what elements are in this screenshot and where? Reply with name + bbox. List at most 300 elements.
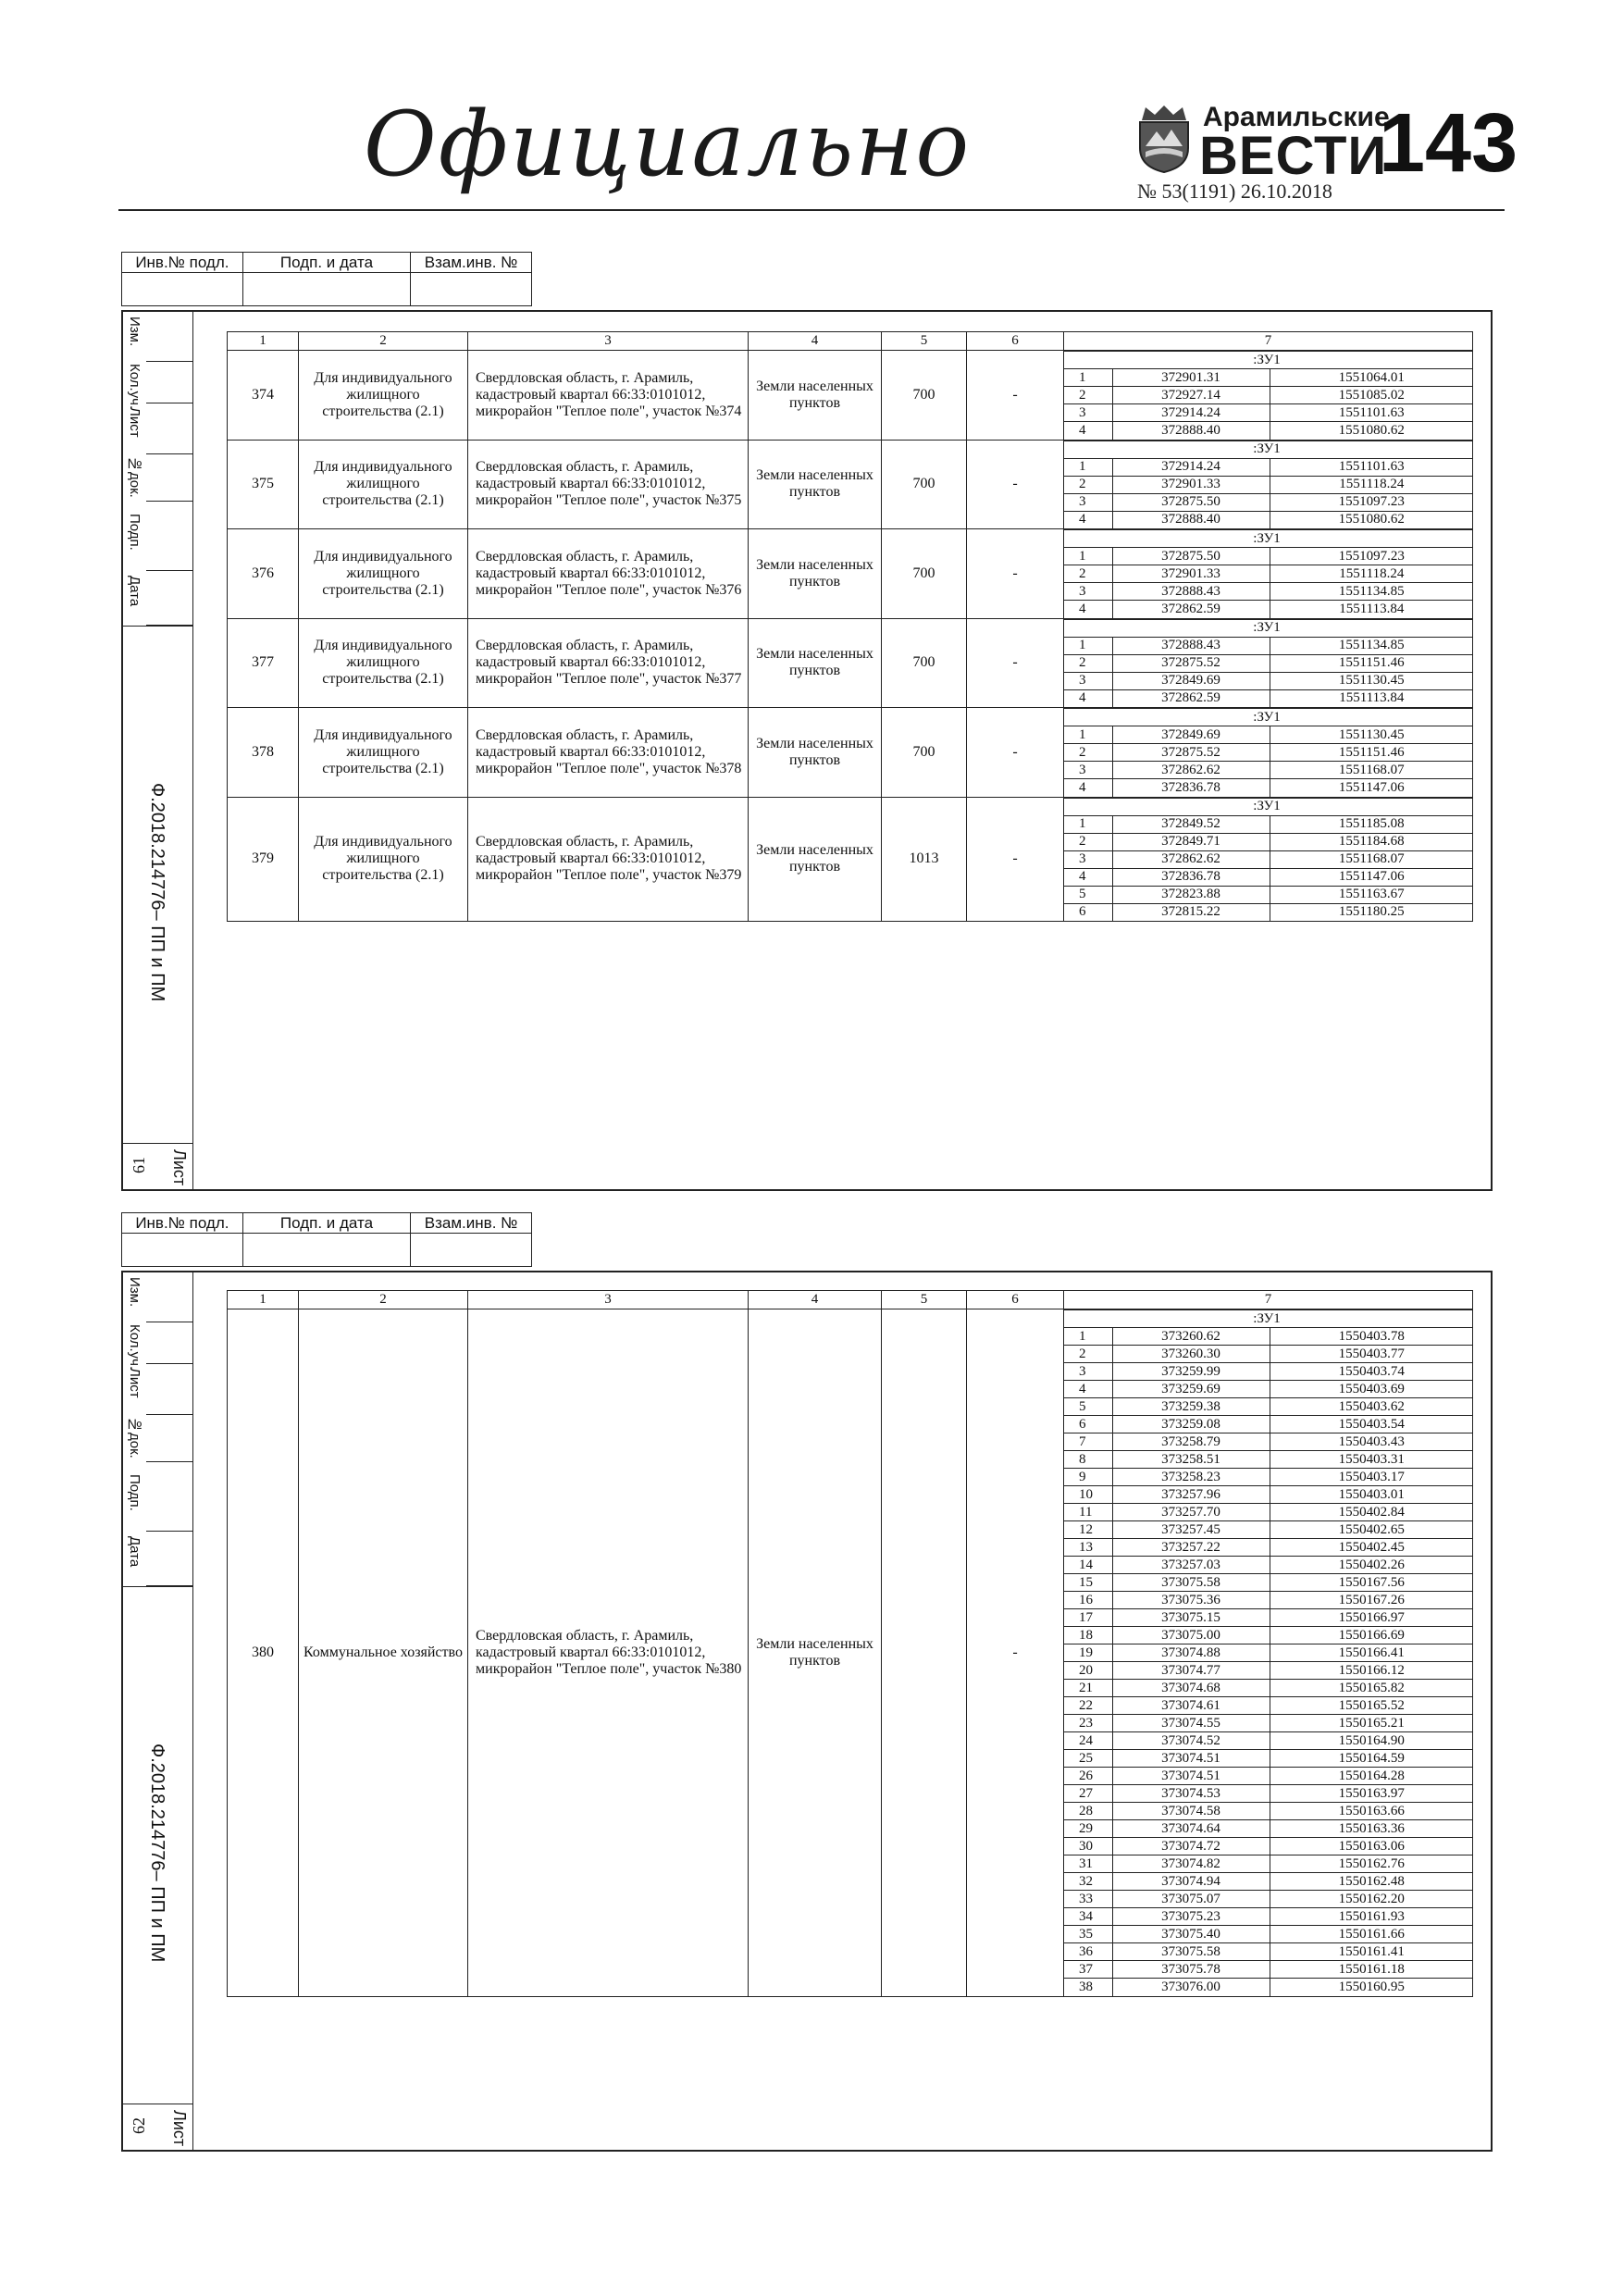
point-number: 3 [1064,493,1112,511]
coordinate-row [1064,762,1473,779]
column-6-value: - [967,529,1064,619]
coordinate-row [1064,1785,1473,1803]
coordinate-row [1064,1609,1473,1627]
coordinate-x: 373259.38 [1112,1398,1270,1416]
coordinate-row [1064,1416,1473,1433]
parcel-id-row [1064,619,1473,637]
land-category: Земли населенных пунктов [749,1309,882,1997]
coordinate-row [1064,1732,1473,1750]
coordinates-table [1064,708,1473,797]
coordinate-y: 1550164.28 [1270,1768,1473,1785]
side-label-n-dok: №док. [127,1417,142,1458]
point-number: 37 [1064,1961,1112,1979]
land-plots-table [227,331,1473,922]
plot-address: Свердловская область, г. Арамиль, кадастровый квартал 66:33:0101012, микрорайон "Теплое поле", участок №380 [468,1309,749,1997]
column-header: 3 [468,1291,749,1309]
coordinate-y: 1550162.76 [1270,1855,1473,1873]
coordinate-x: 372901.33 [1112,476,1270,493]
point-number: 26 [1064,1768,1112,1785]
coordinate-row [1064,1328,1473,1346]
plot-number: 375 [228,440,299,529]
issue-info: № 53(1191) 26.10.2018 [1137,180,1332,203]
coordinate-x: 372849.52 [1112,815,1270,833]
coordinate-x: 373074.51 [1112,1750,1270,1768]
coordinate-x: 373259.08 [1112,1416,1270,1433]
coordinate-x: 373074.58 [1112,1803,1270,1820]
coordinate-x: 373257.03 [1112,1557,1270,1574]
point-number: 2 [1064,1346,1112,1363]
plot-area [882,1309,967,1997]
coordinate-y: 1551113.84 [1270,689,1473,707]
coordinate-x: 372927.14 [1112,387,1270,404]
coordinate-row [1064,1855,1473,1873]
stamp-podp-data: Подп. и дата [242,1213,410,1234]
column-header: 6 [967,1291,1064,1309]
coordinate-x: 372901.31 [1112,369,1270,387]
coordinate-row [1064,1961,1473,1979]
column-header: 5 [882,1291,967,1309]
point-number: 13 [1064,1539,1112,1557]
land-category: Земли населенных пунктов [749,440,882,529]
coordinate-x: 372875.52 [1112,654,1270,672]
coordinate-x: 372862.62 [1112,850,1270,868]
column-6-value: - [967,797,1064,922]
coordinates-table [1064,1309,1473,1996]
coordinate-row [1064,1926,1473,1943]
coordinate-x: 372823.88 [1112,886,1270,903]
side-label-podp: Подп. [127,514,142,551]
coordinate-x: 373259.99 [1112,1363,1270,1381]
coordinate-y: 1550403.78 [1270,1328,1473,1346]
plot-area: 700 [882,351,967,441]
point-number: 33 [1064,1891,1112,1908]
coordinate-x: 372875.52 [1112,744,1270,762]
coordinate-row [1064,404,1473,422]
point-number: 34 [1064,1908,1112,1926]
point-number: 20 [1064,1662,1112,1680]
coordinate-x: 373075.15 [1112,1609,1270,1627]
coordinate-row [1064,815,1473,833]
point-number: 3 [1064,762,1112,779]
coordinate-x: 373257.45 [1112,1521,1270,1539]
coordinate-row [1064,1521,1473,1539]
land-category: Земли населенных пунктов [749,797,882,922]
plot-number: 374 [228,351,299,441]
coordinate-x: 373074.88 [1112,1644,1270,1662]
point-number: 1 [1064,548,1112,565]
parcel-id: :ЗУ1 [1064,709,1473,726]
coordinate-row [1064,744,1473,762]
column-header: 1 [228,1291,299,1309]
coordinate-row [1064,1662,1473,1680]
coordinate-x: 373260.62 [1112,1328,1270,1346]
plot-area: 1013 [882,797,967,922]
approval-stamp [121,1212,532,1267]
coordinate-y: 1550166.97 [1270,1609,1473,1627]
point-number: 4 [1064,689,1112,707]
point-number: 2 [1064,565,1112,583]
coordinate-y: 1551101.63 [1270,458,1473,476]
coordinate-x: 372836.78 [1112,868,1270,886]
coordinate-row [1064,1557,1473,1574]
coordinate-row [1064,689,1473,707]
table-row [228,708,1473,798]
coordinate-x: 373075.40 [1112,1926,1270,1943]
coordinate-y: 1550163.97 [1270,1785,1473,1803]
coordinate-row [1064,1451,1473,1469]
coordinate-row [1064,637,1473,654]
coordinate-x: 373074.61 [1112,1697,1270,1715]
coordinate-y: 1551118.24 [1270,476,1473,493]
permitted-use: Для индивидуального жилищного строительства (2.1) [299,529,468,619]
coordinate-row [1064,1504,1473,1521]
coordinates-cell [1064,440,1473,529]
table-row [228,797,1473,922]
coordinate-row [1064,1697,1473,1715]
coordinate-x: 373074.72 [1112,1838,1270,1855]
parcel-id: :ЗУ1 [1064,1310,1473,1328]
coordinate-row [1064,672,1473,689]
approval-stamp [121,252,532,306]
point-number: 3 [1064,583,1112,601]
stamp-vzam-inv: Взам.инв. № [411,1213,532,1234]
point-number: 2 [1064,387,1112,404]
point-number: 21 [1064,1680,1112,1697]
point-number: 4 [1064,601,1112,618]
coordinate-x: 372849.69 [1112,726,1270,744]
side-label-list: Лист [127,1368,142,1398]
point-number: 25 [1064,1750,1112,1768]
coordinate-y: 1550161.93 [1270,1908,1473,1926]
point-number: 1 [1064,815,1112,833]
coordinate-x: 373075.23 [1112,1908,1270,1926]
side-label-izm: Изм. [127,316,142,347]
table-row [228,351,1473,441]
coordinate-x: 372862.59 [1112,601,1270,618]
plot-address: Свердловская область, г. Арамиль, кадастровый квартал 66:33:0101012, микрорайон "Теплое поле", участок №378 [468,708,749,798]
point-number: 36 [1064,1943,1112,1961]
point-number: 2 [1064,833,1112,850]
coordinate-x: 373075.07 [1112,1891,1270,1908]
coordinate-y: 1551134.85 [1270,637,1473,654]
coordinates-cell [1064,1309,1473,1997]
point-number: 18 [1064,1627,1112,1644]
parcel-id: :ЗУ1 [1064,441,1473,458]
plot-number: 377 [228,618,299,708]
coordinate-row [1064,1803,1473,1820]
coordinate-row [1064,1750,1473,1768]
coordinate-y: 1551180.25 [1270,903,1473,921]
parcel-id: :ЗУ1 [1064,798,1473,815]
coordinate-row [1064,1627,1473,1644]
coordinate-row [1064,1346,1473,1363]
coordinate-row [1064,1592,1473,1609]
stamp-vzam-inv: Взам.инв. № [411,253,532,273]
coordinate-row [1064,726,1473,744]
coordinate-x: 373074.68 [1112,1680,1270,1697]
coordinate-y: 1550403.74 [1270,1363,1473,1381]
city-crest-icon [1136,104,1192,174]
column-header: 4 [749,1291,882,1309]
coordinate-x: 373075.36 [1112,1592,1270,1609]
coordinate-y: 1551168.07 [1270,762,1473,779]
coordinate-row [1064,1486,1473,1504]
coordinate-x: 373074.94 [1112,1873,1270,1891]
coordinate-y: 1550403.31 [1270,1451,1473,1469]
permitted-use: Для индивидуального жилищного строительства (2.1) [299,797,468,922]
coordinate-y: 1551064.01 [1270,369,1473,387]
coordinates-cell [1064,708,1473,798]
plot-number: 376 [228,529,299,619]
coordinate-x: 373260.30 [1112,1346,1270,1363]
coordinate-x: 373258.79 [1112,1433,1270,1451]
coordinate-row [1064,779,1473,797]
coordinate-row [1064,1908,1473,1926]
coordinate-row [1064,1469,1473,1486]
coordinate-x: 372849.69 [1112,672,1270,689]
coordinate-row [1064,1873,1473,1891]
side-label-podp: Подп. [127,1474,142,1511]
coordinate-y: 1550164.90 [1270,1732,1473,1750]
point-number: 12 [1064,1521,1112,1539]
coordinate-y: 1551184.68 [1270,833,1473,850]
coordinate-y: 1551097.23 [1270,548,1473,565]
point-number: 19 [1064,1644,1112,1662]
parcel-id: :ЗУ1 [1064,619,1473,637]
coordinate-row [1064,1644,1473,1662]
coordinate-row [1064,1539,1473,1557]
point-number: 32 [1064,1873,1112,1891]
coordinate-y: 1551134.85 [1270,583,1473,601]
column-header: 4 [749,332,882,351]
coordinate-row [1064,1891,1473,1908]
coordinate-x: 373074.77 [1112,1662,1270,1680]
column-6-value: - [967,351,1064,441]
coordinate-y: 1551163.67 [1270,886,1473,903]
point-number: 6 [1064,1416,1112,1433]
side-label-n-dok: №док. [127,456,142,498]
coordinates-table [1064,351,1473,440]
coordinate-y: 1550403.69 [1270,1381,1473,1398]
coordinate-row [1064,387,1473,404]
plot-address: Свердловская область, г. Арамиль, кадастровый квартал 66:33:0101012, микрорайон "Теплое поле", участок №379 [468,797,749,922]
coordinate-y: 1550403.43 [1270,1433,1473,1451]
coordinate-y: 1550403.62 [1270,1398,1473,1416]
coordinate-x: 372914.24 [1112,458,1270,476]
coordinate-y: 1550162.48 [1270,1873,1473,1891]
coordinate-y: 1550403.77 [1270,1346,1473,1363]
column-header: 7 [1064,1291,1473,1309]
table-row [228,618,1473,708]
coordinate-x: 373074.53 [1112,1785,1270,1803]
coordinate-y: 1550167.26 [1270,1592,1473,1609]
column-header: 2 [299,1291,468,1309]
coordinates-cell [1064,351,1473,441]
point-number: 9 [1064,1469,1112,1486]
coordinate-y: 1551151.46 [1270,654,1473,672]
point-number: 4 [1064,868,1112,886]
parcel-id: :ЗУ1 [1064,352,1473,369]
coordinate-y: 1551080.62 [1270,511,1473,528]
coordinate-y: 1550165.82 [1270,1680,1473,1697]
table-row [228,440,1473,529]
column-header: 2 [299,332,468,351]
coordinate-row [1064,1715,1473,1732]
side-label-kol-uch: Кол.уч. [127,364,142,410]
coordinate-row [1064,868,1473,886]
coordinate-row [1064,1768,1473,1785]
point-number: 35 [1064,1926,1112,1943]
parcel-id-row [1064,798,1473,815]
coordinate-y: 1550160.95 [1270,1979,1473,1996]
point-number: 8 [1064,1451,1112,1469]
sheet-number: 62 [130,2117,148,2134]
coordinate-y: 1550161.41 [1270,1943,1473,1961]
point-number: 1 [1064,1328,1112,1346]
coordinate-row [1064,886,1473,903]
coordinate-row [1064,1574,1473,1592]
column-6-value: - [967,618,1064,708]
point-number: 2 [1064,744,1112,762]
coordinate-x: 372862.62 [1112,762,1270,779]
coordinate-x: 372914.24 [1112,404,1270,422]
land-plots-table [227,1290,1473,1997]
column-6-value: - [967,440,1064,529]
point-number: 1 [1064,369,1112,387]
coordinate-row [1064,1820,1473,1838]
point-number: 22 [1064,1697,1112,1715]
plot-number: 378 [228,708,299,798]
column-header: 7 [1064,332,1473,351]
point-number: 2 [1064,654,1112,672]
land-category: Земли населенных пунктов [749,529,882,619]
coordinate-y: 1551097.23 [1270,493,1473,511]
column-header: 3 [468,332,749,351]
land-category: Земли населенных пунктов [749,618,882,708]
coordinate-x: 373074.55 [1112,1715,1270,1732]
column-6-value: - [967,1309,1064,1997]
coordinate-y: 1550161.66 [1270,1926,1473,1943]
coordinate-y: 1551151.46 [1270,744,1473,762]
coordinate-row [1064,493,1473,511]
coordinate-y: 1550163.06 [1270,1838,1473,1855]
coordinate-y: 1551147.06 [1270,779,1473,797]
coordinate-y: 1550162.20 [1270,1891,1473,1908]
plot-area: 700 [882,618,967,708]
page-number: 143 [1379,97,1518,190]
point-number: 3 [1064,850,1112,868]
point-number: 2 [1064,476,1112,493]
point-number: 5 [1064,886,1112,903]
coordinate-x: 372901.33 [1112,565,1270,583]
point-number: 38 [1064,1979,1112,1996]
coordinate-y: 1550166.69 [1270,1627,1473,1644]
coordinate-row [1064,548,1473,565]
land-category: Земли населенных пунктов [749,351,882,441]
coordinate-y: 1551085.02 [1270,387,1473,404]
point-number: 4 [1064,1381,1112,1398]
side-label-sheet: Лист [170,2110,189,2147]
point-number: 11 [1064,1504,1112,1521]
coordinate-row [1064,1398,1473,1416]
coordinate-row [1064,1381,1473,1398]
coordinate-y: 1551130.45 [1270,726,1473,744]
coordinate-row [1064,565,1473,583]
coordinate-y: 1550403.54 [1270,1416,1473,1433]
coordinates-cell [1064,618,1473,708]
parcel-id-row [1064,352,1473,369]
point-number: 24 [1064,1732,1112,1750]
point-number: 3 [1064,1363,1112,1381]
coordinate-row [1064,833,1473,850]
coordinate-x: 373258.51 [1112,1451,1270,1469]
coordinate-x: 373259.69 [1112,1381,1270,1398]
coordinate-y: 1550166.41 [1270,1644,1473,1662]
point-number: 10 [1064,1486,1112,1504]
coordinate-x: 372849.71 [1112,833,1270,850]
coordinates-table [1064,619,1473,708]
point-number: 1 [1064,726,1112,744]
side-label-izm: Изм. [127,1277,142,1308]
coordinate-y: 1551185.08 [1270,815,1473,833]
coordinate-x: 372888.40 [1112,422,1270,440]
plot-address: Свердловская область, г. Арамиль, кадастровый квартал 66:33:0101012, микрорайон "Теплое поле", участок №376 [468,529,749,619]
coordinate-x: 372888.43 [1112,637,1270,654]
coordinate-x: 373075.58 [1112,1574,1270,1592]
column-header: 5 [882,332,967,351]
coordinate-y: 1550163.66 [1270,1803,1473,1820]
coordinate-y: 1551118.24 [1270,565,1473,583]
coordinate-x: 373076.00 [1112,1979,1270,1996]
parcel-id: :ЗУ1 [1064,530,1473,548]
land-category: Земли населенных пунктов [749,708,882,798]
side-label-data: Дата [127,576,142,607]
coordinate-y: 1550166.12 [1270,1662,1473,1680]
permitted-use: Для индивидуального жилищного строительства (2.1) [299,440,468,529]
coordinate-x: 372836.78 [1112,779,1270,797]
coordinate-x: 373074.64 [1112,1820,1270,1838]
coordinate-row [1064,903,1473,921]
point-number: 3 [1064,404,1112,422]
point-number: 17 [1064,1609,1112,1627]
coordinate-x: 373075.58 [1112,1943,1270,1961]
coordinate-y: 1550161.18 [1270,1961,1473,1979]
coordinate-row [1064,476,1473,493]
coordinates-table [1064,441,1473,529]
stamp-inv-podl: Инв.№ подл. [122,253,243,273]
coordinate-y: 1550402.26 [1270,1557,1473,1574]
header-divider [118,209,1505,211]
sheet-number: 61 [130,1157,148,1173]
coordinate-x: 373257.22 [1112,1539,1270,1557]
point-number: 23 [1064,1715,1112,1732]
parcel-id-row [1064,530,1473,548]
coordinate-y: 1551168.07 [1270,850,1473,868]
coordinate-row [1064,458,1473,476]
newspaper-name-top: Арамильские [1203,102,1390,132]
point-number: 16 [1064,1592,1112,1609]
coordinate-y: 1550167.56 [1270,1574,1473,1592]
coordinate-y: 1550163.36 [1270,1820,1473,1838]
coordinates-cell [1064,529,1473,619]
point-number: 5 [1064,1398,1112,1416]
coordinate-x: 373075.00 [1112,1627,1270,1644]
side-label-data: Дата [127,1536,142,1568]
document-code: Ф.2018.214776– ПП и ПМ [147,1744,167,1963]
coordinate-row [1064,369,1473,387]
coordinate-x: 373074.82 [1112,1855,1270,1873]
coordinate-y: 1551080.62 [1270,422,1473,440]
